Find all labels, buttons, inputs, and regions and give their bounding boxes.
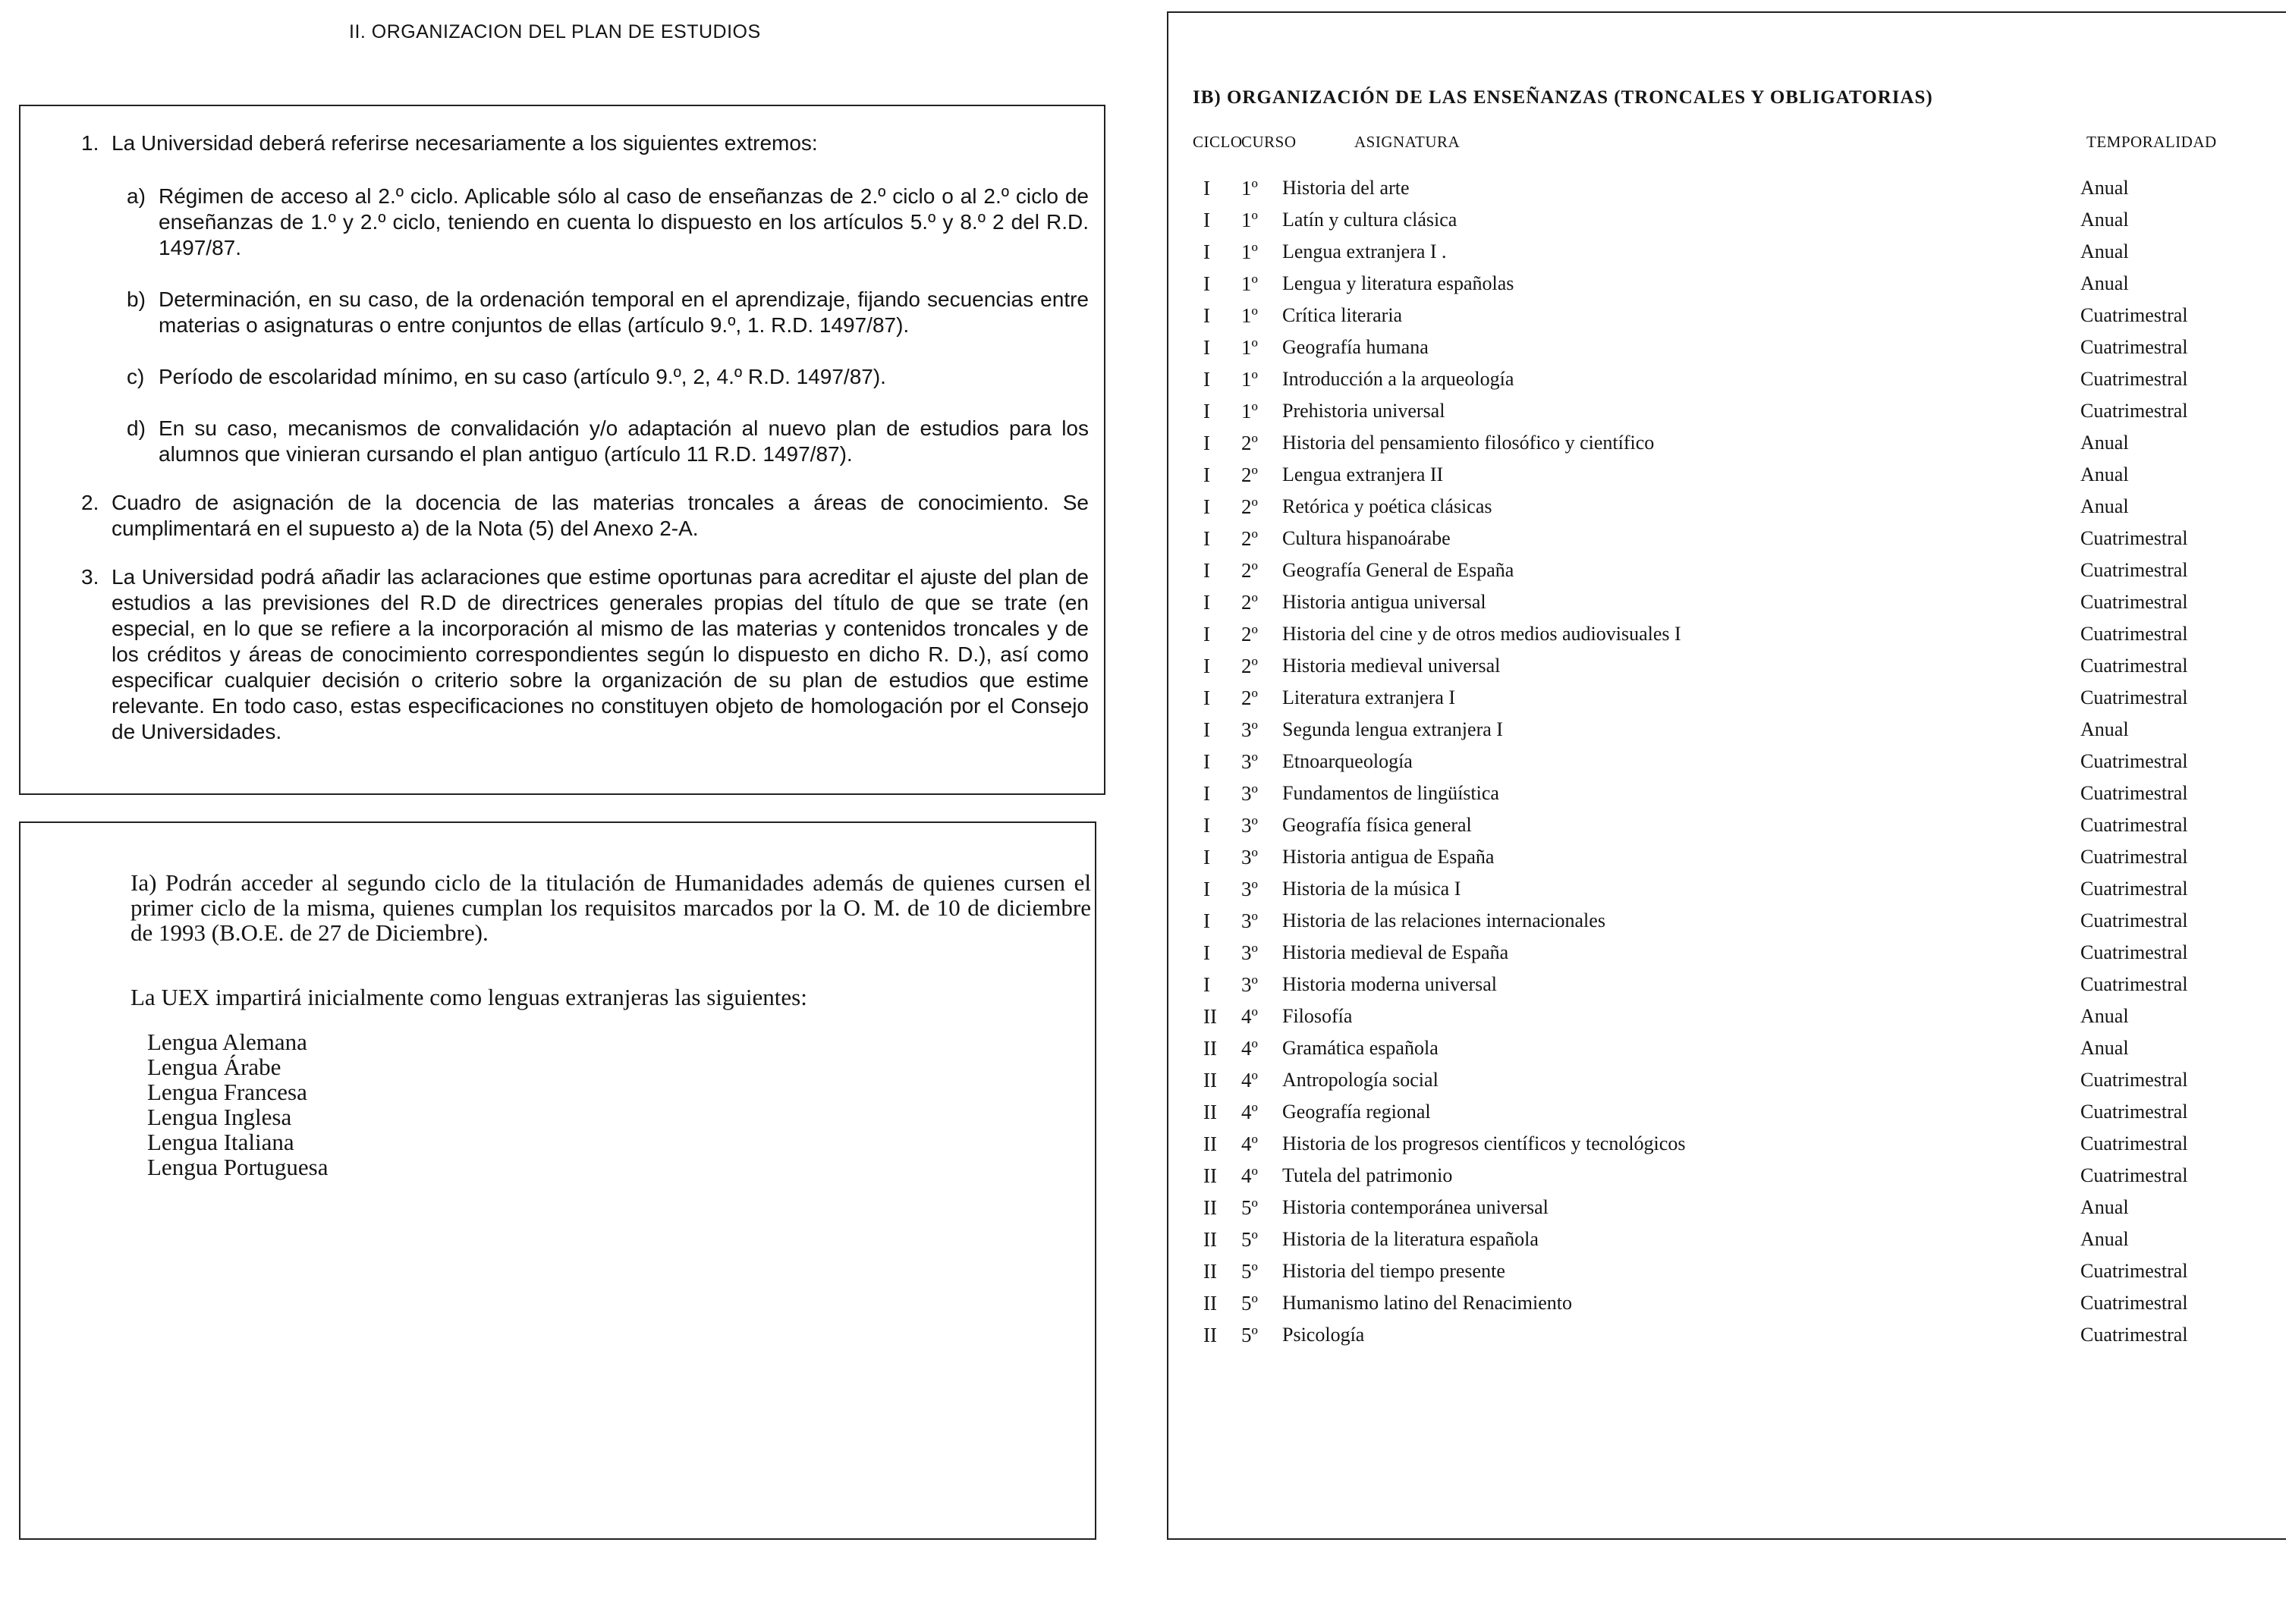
- sub-item-text: Régimen de acceso al 2.º ciclo. Aplicable sólo al caso de enseñanzas de 2.º ciclo o al 2.º ciclo de enseñanzas de 1.º y 2.º ciclo, teniendo en cuenta lo dispuesto en los artículos 5.º y 8.º 2 del R.D. 1497/87.: [159, 184, 1089, 259]
- temporalidad-cell: Cuatrimestral: [2080, 1324, 2188, 1346]
- table-row: [1168, 620, 2286, 652]
- ciclo-cell: I: [1203, 750, 1210, 773]
- temporalidad-cell: Cuatrimestral: [2080, 655, 2188, 677]
- curso-cell: 2º: [1241, 527, 1258, 550]
- asignatura-cell: Literatura extranjera I: [1282, 686, 1456, 708]
- asignatura-cell: Prehistoria universal: [1282, 400, 1445, 422]
- curso-cell: 1º: [1241, 272, 1258, 295]
- instruction-item-2: [81, 490, 1089, 542]
- curso-cell: 5º: [1241, 1260, 1258, 1283]
- ciclo-cell: I: [1203, 432, 1210, 454]
- ciclo-cell: II: [1203, 1292, 1217, 1315]
- table-row: [1168, 237, 2286, 269]
- table-row: [1168, 206, 2286, 237]
- curso-cell: 3º: [1241, 941, 1258, 964]
- ciclo-cell: I: [1203, 591, 1210, 614]
- asignatura-cell: Lengua extranjera I .: [1282, 240, 1447, 262]
- curso-cell: 3º: [1241, 909, 1258, 932]
- sub-item-c: [112, 364, 1089, 390]
- temporalidad-cell: Cuatrimestral: [2080, 878, 2188, 900]
- asignatura-cell: Latín y cultura clásica: [1282, 209, 1457, 231]
- ciclo-cell: II: [1203, 1196, 1217, 1219]
- curso-cell: 1º: [1241, 209, 1258, 231]
- asignatura-cell: Fundamentos de lingüística: [1282, 782, 1499, 804]
- ciclo-cell: I: [1203, 878, 1210, 900]
- curso-cell: 2º: [1241, 432, 1258, 454]
- asignatura-cell: Geografía humana: [1282, 336, 1429, 358]
- temporalidad-cell: Cuatrimestral: [2080, 591, 2188, 613]
- curso-cell: 1º: [1241, 240, 1258, 263]
- temporalidad-cell: Cuatrimestral: [2080, 1292, 2188, 1314]
- table-row: [1168, 524, 2286, 556]
- ciclo-cell: II: [1203, 1260, 1217, 1283]
- curso-cell: 3º: [1241, 814, 1258, 837]
- asignatura-cell: Historia del tiempo presente: [1282, 1260, 1505, 1282]
- curso-cell: 5º: [1241, 1292, 1258, 1315]
- temporalidad-cell: Anual: [2080, 1005, 2129, 1027]
- temporalidad-cell: Cuatrimestral: [2080, 909, 2188, 931]
- asignatura-cell: Historia del pensamiento filosófico y científico: [1282, 432, 1655, 454]
- subjects-table-box: [1167, 11, 2286, 1540]
- temporalidad-cell: Anual: [2080, 1196, 2129, 1218]
- table-row: [1168, 1289, 2286, 1321]
- asignatura-cell: Historia del arte: [1282, 177, 1410, 199]
- temporalidad-cell: Cuatrimestral: [2080, 623, 2188, 645]
- ciclo-cell: II: [1203, 1101, 1217, 1123]
- curso-cell: 1º: [1241, 304, 1258, 327]
- table-row: [1168, 970, 2286, 1002]
- asignatura-cell: Historia contemporánea universal: [1282, 1196, 1549, 1218]
- table-row: [1168, 333, 2286, 365]
- temporalidad-cell: Cuatrimestral: [2080, 814, 2188, 836]
- asignatura-cell: Tutela del patrimonio: [1282, 1164, 1453, 1186]
- table-row: [1168, 1129, 2286, 1161]
- item-text: La Universidad deberá referirse necesariamente a los siguientes extremos:: [112, 131, 818, 155]
- temporalidad-cell: Cuatrimestral: [2080, 1069, 2188, 1091]
- language-item: Lengua Italiana: [147, 1129, 294, 1155]
- temporalidad-cell: Cuatrimestral: [2080, 686, 2188, 708]
- ciclo-cell: I: [1203, 463, 1210, 486]
- ciclo-cell: II: [1203, 1132, 1217, 1155]
- asignatura-cell: Historia antigua universal: [1282, 591, 1486, 613]
- curso-cell: 5º: [1241, 1324, 1258, 1346]
- temporalidad-cell: Cuatrimestral: [2080, 782, 2188, 804]
- table-row: [1168, 588, 2286, 620]
- language-item: Lengua Alemana: [147, 1029, 307, 1055]
- table-row: [1168, 843, 2286, 875]
- curso-cell: 2º: [1241, 655, 1258, 677]
- header-curso: CURSO: [1241, 133, 1297, 151]
- curso-cell: 3º: [1241, 846, 1258, 869]
- sub-item-text: Determinación, en su caso, de la ordenación temporal en el aprendizaje, fijando secuencias entre materias o asignaturas o entre conjuntos de ellas (artículo 9.º, 1. R.D. 1497/87).: [159, 287, 1089, 337]
- curso-cell: 5º: [1241, 1228, 1258, 1251]
- temporalidad-cell: Anual: [2080, 432, 2129, 454]
- ciclo-cell: I: [1203, 209, 1210, 231]
- sub-item-letter: c): [127, 365, 145, 388]
- table-row: [1168, 1161, 2286, 1193]
- temporalidad-cell: Cuatrimestral: [2080, 336, 2188, 358]
- ciclo-cell: I: [1203, 623, 1210, 646]
- ciclo-cell: II: [1203, 1228, 1217, 1251]
- curso-cell: 1º: [1241, 400, 1258, 422]
- asignatura-cell: Filosofía: [1282, 1005, 1353, 1027]
- item-text: Cuadro de asignación de la docencia de las materias troncales a áreas de conocimiento. Se cumplimentará en el supuesto a) de la Nota (5) del Anexo 2-A.: [112, 491, 1089, 540]
- access-paragraph: Ia) Podrán acceder al segundo ciclo de la titulación de Humanidades además de quienes cursen el primer ciclo de la misma, quienes cumplan los requisitos marcados por la O. M. de 10 de diciembre de 1993 (B.O.E. de 27 de Diciembre).: [130, 869, 1091, 946]
- table-row: [1168, 1034, 2286, 1066]
- temporalidad-cell: Cuatrimestral: [2080, 368, 2188, 390]
- asignatura-cell: Retórica y poética clásicas: [1282, 495, 1492, 517]
- ciclo-cell: I: [1203, 304, 1210, 327]
- language-item: Lengua Árabe: [147, 1054, 281, 1080]
- instructions-box: [19, 105, 1105, 795]
- table-row: [1168, 1066, 2286, 1098]
- ciclo-cell: I: [1203, 400, 1210, 422]
- ciclo-cell: I: [1203, 527, 1210, 550]
- sub-item-letter: b): [127, 287, 146, 311]
- sub-item-b: [112, 287, 1089, 338]
- curso-cell: 2º: [1241, 559, 1258, 582]
- table-row: [1168, 429, 2286, 460]
- asignatura-cell: Introducción a la arqueología: [1282, 368, 1514, 390]
- temporalidad-cell: Cuatrimestral: [2080, 973, 2188, 995]
- ciclo-cell: I: [1203, 814, 1210, 837]
- ciclo-cell: I: [1203, 655, 1210, 677]
- table-row: [1168, 811, 2286, 843]
- section-title: II. ORGANIZACION DEL PLAN DE ESTUDIOS: [349, 21, 761, 42]
- temporalidad-cell: Anual: [2080, 209, 2129, 231]
- asignatura-cell: Historia de la música I: [1282, 878, 1461, 900]
- curso-cell: 5º: [1241, 1196, 1258, 1219]
- temporalidad-cell: Anual: [2080, 272, 2129, 294]
- access-notes-box: [19, 821, 1096, 1540]
- ciclo-cell: II: [1203, 1164, 1217, 1187]
- temporalidad-cell: Cuatrimestral: [2080, 1132, 2188, 1154]
- curso-cell: 4º: [1241, 1132, 1258, 1155]
- header-ciclo: CICLO: [1193, 133, 1243, 151]
- item-number: 3.: [81, 565, 99, 589]
- curso-cell: 3º: [1241, 718, 1258, 741]
- temporalidad-cell: Cuatrimestral: [2080, 750, 2188, 772]
- asignatura-cell: Geografía física general: [1282, 814, 1472, 836]
- table-row: [1168, 652, 2286, 683]
- temporalidad-cell: Cuatrimestral: [2080, 400, 2188, 422]
- curso-cell: 2º: [1241, 463, 1258, 486]
- table-row: [1168, 365, 2286, 397]
- instructions-list: [81, 130, 1089, 745]
- table-row: [1168, 556, 2286, 588]
- temporalidad-cell: Cuatrimestral: [2080, 559, 2188, 581]
- table-row: [1168, 1193, 2286, 1225]
- curso-cell: 4º: [1241, 1005, 1258, 1028]
- ciclo-cell: I: [1203, 846, 1210, 869]
- asignatura-cell: Historia medieval de España: [1282, 941, 1509, 963]
- instruction-item-1: [81, 130, 1089, 467]
- asignatura-cell: Crítica literaria: [1282, 304, 1403, 326]
- temporalidad-cell: Anual: [2080, 1228, 2129, 1250]
- asignatura-cell: Segunda lengua extranjera I: [1282, 718, 1503, 740]
- temporalidad-cell: Anual: [2080, 495, 2129, 517]
- ciclo-cell: I: [1203, 272, 1210, 295]
- language-item: Lengua Portuguesa: [147, 1154, 329, 1180]
- languages-list: [130, 1029, 1091, 1180]
- header-asignatura: ASIGNATURA: [1354, 133, 1461, 151]
- curso-cell: 3º: [1241, 750, 1258, 773]
- ciclo-cell: I: [1203, 686, 1210, 709]
- temporalidad-cell: Anual: [2080, 1037, 2129, 1059]
- table-row: [1168, 1257, 2286, 1289]
- curso-cell: 4º: [1241, 1069, 1258, 1092]
- curso-cell: 2º: [1241, 686, 1258, 709]
- asignatura-cell: Lengua extranjera II: [1282, 463, 1444, 485]
- curso-cell: 4º: [1241, 1101, 1258, 1123]
- temporalidad-cell: Cuatrimestral: [2080, 304, 2188, 326]
- asignatura-cell: Historia medieval universal: [1282, 655, 1501, 677]
- ciclo-cell: II: [1203, 1324, 1217, 1346]
- temporalidad-cell: Cuatrimestral: [2080, 941, 2188, 963]
- asignatura-cell: Historia antigua de España: [1282, 846, 1495, 868]
- languages-intro: La UEX impartirá inicialmente como lenguas extranjeras las siguientes:: [130, 984, 807, 1010]
- asignatura-cell: Historia del cine y de otros medios audiovisuales I: [1282, 623, 1681, 645]
- table-row: [1168, 397, 2286, 429]
- item-number: 1.: [81, 131, 99, 155]
- table-row: [1168, 747, 2286, 779]
- temporalidad-cell: Cuatrimestral: [2080, 527, 2188, 549]
- curso-cell: 2º: [1241, 495, 1258, 518]
- asignatura-cell: Geografía General de España: [1282, 559, 1514, 581]
- table-row: [1168, 1002, 2286, 1034]
- table-row: [1168, 875, 2286, 906]
- instruction-item-3: [81, 564, 1089, 745]
- asignatura-cell: Antropología social: [1282, 1069, 1439, 1091]
- ciclo-cell: II: [1203, 1037, 1217, 1060]
- temporalidad-cell: Cuatrimestral: [2080, 846, 2188, 868]
- item-number: 2.: [81, 491, 99, 514]
- asignatura-cell: Historia de la literatura española: [1282, 1228, 1539, 1250]
- curso-cell: 4º: [1241, 1164, 1258, 1187]
- ciclo-cell: I: [1203, 368, 1210, 391]
- table-row: [1168, 1225, 2286, 1257]
- sub-item-letter: a): [127, 184, 146, 208]
- temporalidad-cell: Cuatrimestral: [2080, 1164, 2188, 1186]
- asignatura-cell: Etnoarqueología: [1282, 750, 1413, 772]
- table-row: [1168, 174, 2286, 206]
- curso-cell: 2º: [1241, 623, 1258, 646]
- ciclo-cell: I: [1203, 495, 1210, 518]
- ciclo-cell: I: [1203, 941, 1210, 964]
- curso-cell: 1º: [1241, 368, 1258, 391]
- asignatura-cell: Historia de las relaciones internacionales: [1282, 909, 1605, 931]
- ciclo-cell: I: [1203, 718, 1210, 741]
- ciclo-cell: I: [1203, 973, 1210, 996]
- table-row: [1168, 269, 2286, 301]
- temporalidad-cell: Anual: [2080, 177, 2129, 199]
- asignatura-cell: Lengua y literatura españolas: [1282, 272, 1514, 294]
- ciclo-cell: I: [1203, 336, 1210, 359]
- sub-item-d: [112, 416, 1089, 467]
- table-row: [1168, 683, 2286, 715]
- table-row: [1168, 1098, 2286, 1129]
- ciclo-cell: II: [1203, 1069, 1217, 1092]
- asignatura-cell: Geografía regional: [1282, 1101, 1431, 1123]
- sub-items-list: [112, 184, 1089, 467]
- table-row: [1168, 1321, 2286, 1352]
- temporalidad-cell: Anual: [2080, 718, 2129, 740]
- language-item: Lengua Inglesa: [147, 1104, 292, 1130]
- asignatura-cell: Historia de los progresos científicos y tecnológicos: [1282, 1132, 1686, 1154]
- curso-cell: 1º: [1241, 177, 1258, 199]
- curso-cell: 2º: [1241, 591, 1258, 614]
- asignatura-cell: Humanismo latino del Renacimiento: [1282, 1292, 1572, 1314]
- sub-item-text: Período de escolaridad mínimo, en su caso (artículo 9.º, 2, 4.º R.D. 1497/87).: [159, 365, 886, 388]
- curso-cell: 4º: [1241, 1037, 1258, 1060]
- curso-cell: 3º: [1241, 878, 1258, 900]
- curso-cell: 3º: [1241, 782, 1258, 805]
- table-row: [1168, 715, 2286, 747]
- temporalidad-cell: Cuatrimestral: [2080, 1101, 2188, 1123]
- asignatura-cell: Gramática española: [1282, 1037, 1439, 1059]
- item-text: La Universidad podrá añadir las aclaraciones que estime oportunas para acreditar el ajuste del plan de estudios a las previsiones del R.D de directrices generales propias del título de que se trate (en especial, en lo que se refiere a la incorporación al mismo de las materias y contenidos troncales y de los créditos y áreas de conocimiento correspondientes según lo dispuesto en dicho R. D.), así como especificar cualquier decisión o criterio sobre la organización de su plan de estudios que estime relevante. En todo caso, estas especificaciones no constituyen objeto de homologación por el Consejo de Universidades.: [112, 565, 1089, 743]
- ciclo-cell: I: [1203, 559, 1210, 582]
- ciclo-cell: I: [1203, 177, 1210, 199]
- table-row: [1168, 938, 2286, 970]
- table-row: [1168, 301, 2286, 333]
- sub-item-text: En su caso, mecanismos de convalidación y/o adaptación al nuevo plan de estudios para los alumnos que vinieran cursando el plan antiguo (artículo 11 R.D. 1497/87).: [159, 416, 1089, 466]
- curso-cell: 3º: [1241, 973, 1258, 996]
- language-item: Lengua Francesa: [147, 1079, 307, 1105]
- ciclo-cell: I: [1203, 240, 1210, 263]
- table-row: [1168, 460, 2286, 492]
- temporalidad-cell: Anual: [2080, 240, 2129, 262]
- temporalidad-cell: Anual: [2080, 463, 2129, 485]
- header-temporalidad: TEMPORALIDAD: [2086, 133, 2217, 151]
- curso-cell: 1º: [1241, 336, 1258, 359]
- temporalidad-cell: Cuatrimestral: [2080, 1260, 2188, 1282]
- table-row: [1168, 779, 2286, 811]
- table-row: [1168, 906, 2286, 938]
- ciclo-cell: I: [1203, 782, 1210, 805]
- asignatura-cell: Psicología: [1282, 1324, 1365, 1346]
- table-title: IB) ORGANIZACIÓN DE LAS ENSEÑANZAS (TRONCALES Y OBLIGATORIAS): [1193, 87, 1933, 108]
- asignatura-cell: Historia moderna universal: [1282, 973, 1498, 995]
- table-row: [1168, 492, 2286, 524]
- ciclo-cell: I: [1203, 909, 1210, 932]
- ciclo-cell: II: [1203, 1005, 1217, 1028]
- subjects-table: [1168, 174, 2286, 1352]
- sub-item-a: [112, 184, 1089, 261]
- asignatura-cell: Cultura hispanoárabe: [1282, 527, 1451, 549]
- sub-item-letter: d): [127, 416, 146, 440]
